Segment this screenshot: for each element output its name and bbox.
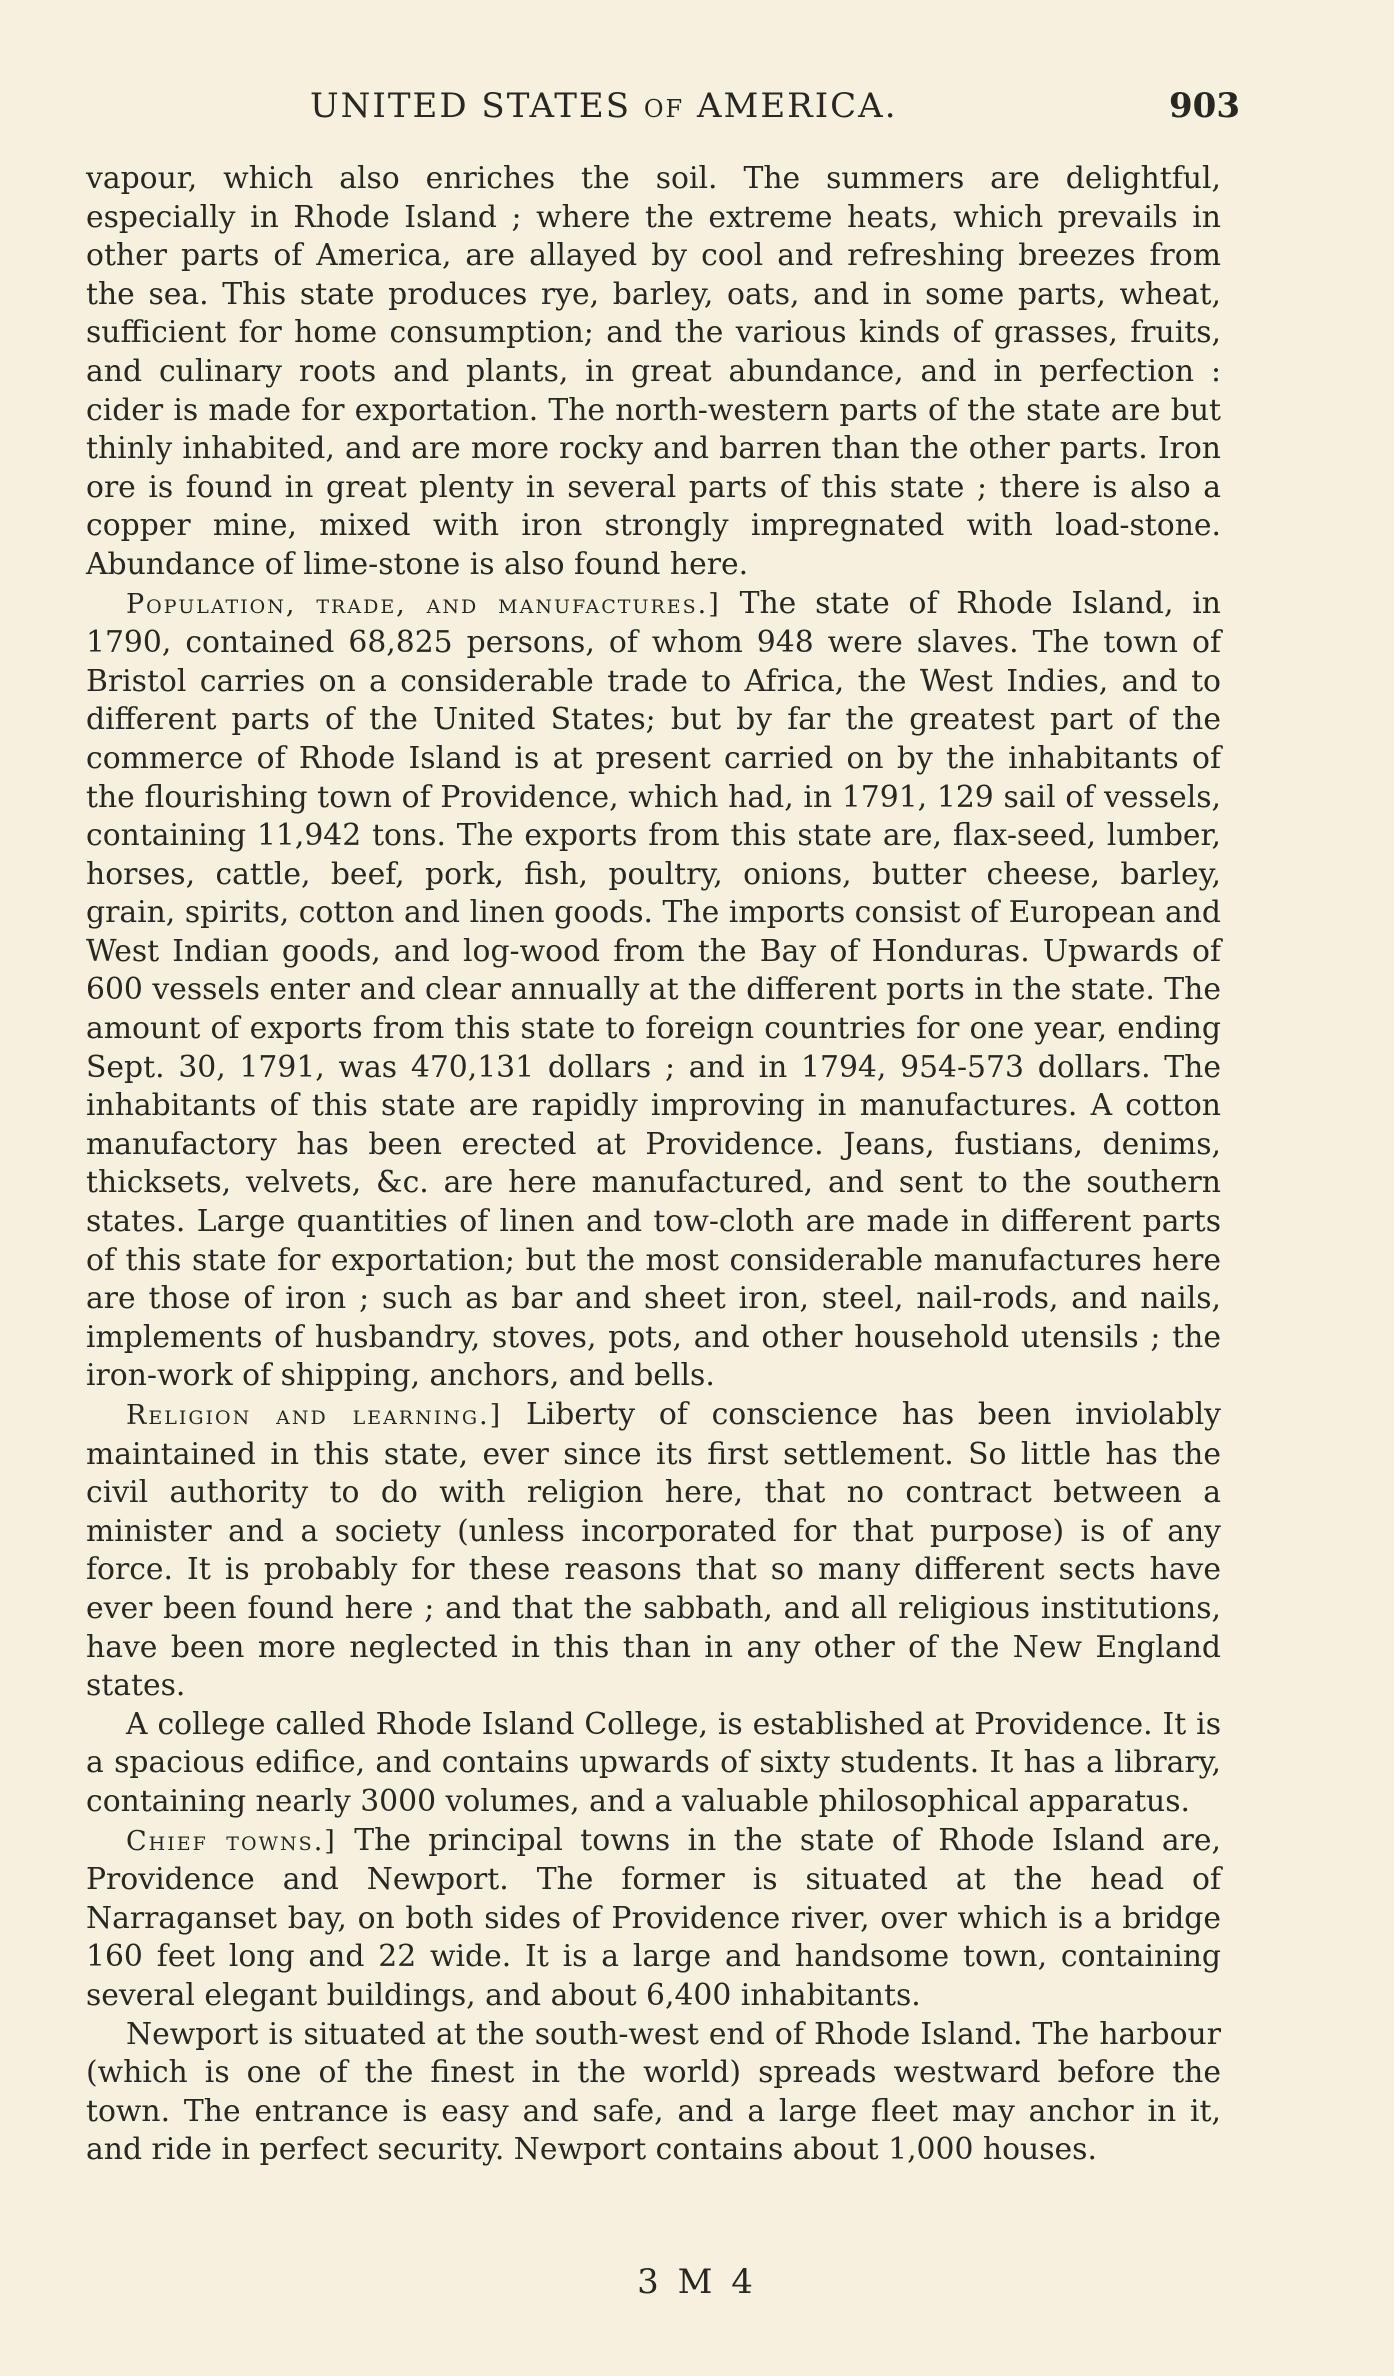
paragraph: vapour, which also enriches the soil. The summers are delightful, especially in Rhode Island ; where the extreme heats, which prevails in other parts of America, are allayed by cool and refreshing breezes from the sea. This state produces rye, barley, oats, and in some parts, wheat, sufficient for home consumption; and the various kinds of grasses, fruits, and culinary roots and plants, in great abundance, and in perfection : cider is made for exportation. The north-western parts of the state are but thinly inhabited, and are more rocky and barren than the other parts. Iron ore is found in great plenty in several parts of this state ; there is also a copper mine, mixed with iron strongly impregnated with load-stone. Abundance of lime-stone is also found here. (86, 161, 1221, 582)
section-heading: Religion and learning.] (126, 1400, 503, 1431)
body-text (86, 160, 1221, 2170)
paragraph-religion-learning: Religion and learning.] Liberty of conscience has been inviolably maintained in this state, ever since its first settlement. So little has the civil authority to do with religion here, that no contract between a minister and a society (unless incorporated for that purpose) is of any force. It is probably for these reasons that so many different sects have ever been found here ; and that the sabbath, and all religious institutions, have been more neglected in this than in any other of the New England states. (86, 1397, 1221, 1704)
paragraph-chief-towns: Chief towns.] The principal towns in the state of Rhode Island are, Providence and Newport. The former is situated at the head of Narraganset bay, on both sides of Providence river, over which is a bridge 160 feet long and 22 wide. It is a large and handsome town, containing several elegant buildings, and about 6,400 inhabitants. (86, 1822, 1221, 2013)
running-header (310, 86, 1240, 146)
running-title: UNITED STATES OF AMERICA. (310, 86, 898, 126)
section-heading: Population, trade, and manufactures.] (126, 588, 721, 620)
signature-mark: 3 M 4 (637, 2262, 757, 2302)
paragraph-population-trade: Population, trade, and manufactures.] The state of Rhode Island, in 1790, contained 68,825 persons, of whom 948 were slaves. The town of Bristol carries on a considerable trade to Africa, the West Indies, and to different parts of the United States; but by far the greatest part of the commerce of Rhode Island is at present carried on by the inhabitants of the flourishing town of Providence, which had, in 1791, 129 sail of vessels, containing 11,942 tons. The exports from this state are, flax-seed, lumber, horses, cattle, beef, pork, fish, poultry, onions, butter cheese, barley, grain, spirits, cotton and linen goods. The imports consist of European and West Indian goods, and log-wood from the Bay of Honduras. Upwards of 600 vessels enter and clear annually at the different ports in the state. The amount of exports from this state to foreign countries for one year, ending Sept. 30, 1791, was 470,131 dollars ; and in 1794, 954-573 dollars. The inhabitants of this state are rapidly improving in manufactures. A cotton manufactory has been erected at Providence. Jeans, fustians, denims, thicksets, velvets, &c. are here manufactured, and sent to the southern states. Large quantities of linen and tow-cloth are made in different parts of this state for exportation; but the most considerable manufactures here are those of iron ; such as bar and sheet iron, steel, nail-rods, and nails, implements of husbandry, stoves, pots, and other household utensils ; the iron-work of shipping, anchors, and bells. (86, 585, 1221, 1394)
paragraph-newport: Newport is situated at the south-west end of Rhode Island. The harbour (which is one of the finest in the world) spreads westward before the town. The entrance is easy and safe, and a large fleet may anchor in it, and ride in perfect security. Newport contains about 1,000 houses. (86, 2016, 1221, 2168)
section-heading: Chief towns.] (126, 1825, 337, 1857)
paragraph-college: A college called Rhode Island College, is established at Providence. It is a spacious edifice, and contains upwards of sixty students. It has a library, containing nearly 3000 volumes, and a valuable philosophical apparatus. (86, 1706, 1221, 1819)
page-number: 903 (1169, 86, 1240, 126)
